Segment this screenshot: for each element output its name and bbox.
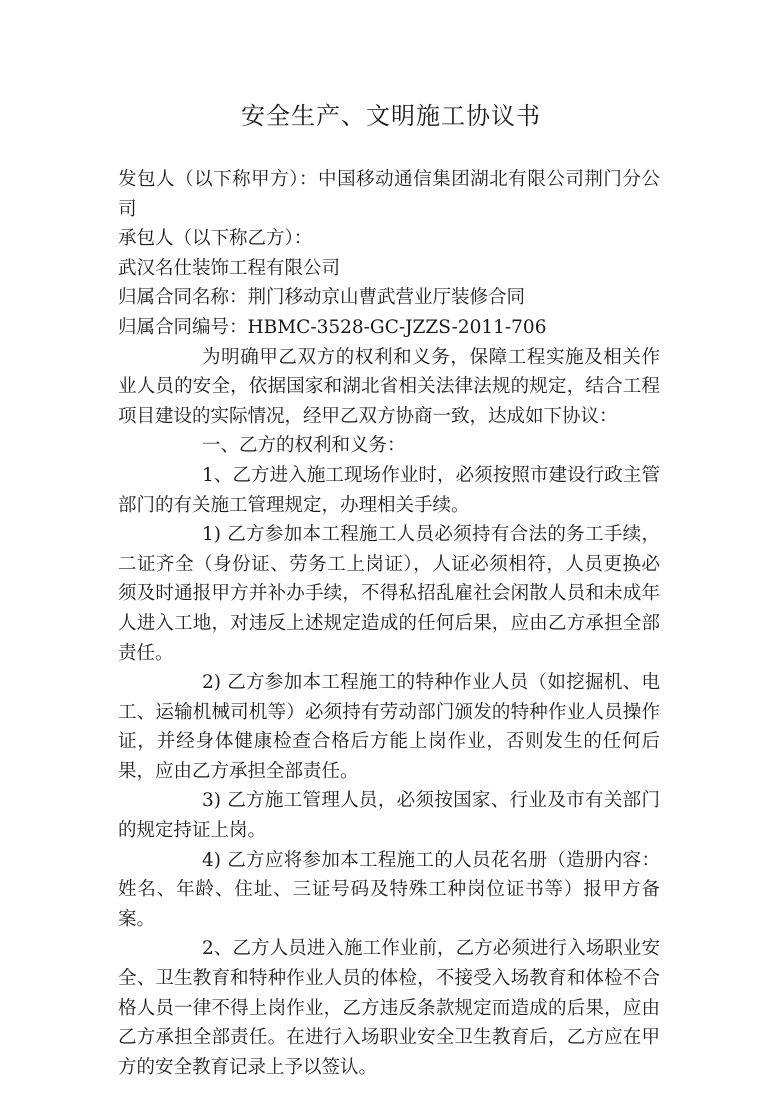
party-b-label: 承包人（以下称乙方）： <box>118 228 313 250</box>
clause-paragraph: 1) 乙方参加本工程施工人员必须持有合法的务工手续，二证齐全（身份证、劳务工上岗证），人证必须相符，人员更换必须及时通报甲方并补办手续，不得私招乱雇社会闲散人员和未成年人进入工地，对违反上述规定造成的任何后果，应由乙方承担全部责任。 <box>118 524 660 664</box>
clause-paragraph: 4) 乙方应将参加本工程施工的人员花名册（造册内容：姓名、年龄、住址、三证号码及特殊工种岗位证书等）报甲方备案。 <box>118 849 660 930</box>
document-title: 安全生产、文明施工协议书 <box>241 102 541 130</box>
contract-number-line: 归属合同编号：HBMC-3528-GC-JZZS-2011-706 <box>118 316 547 338</box>
document-body <box>118 165 660 1082</box>
clause-paragraph: 2、乙方人员进入施工作业前，乙方必须进行入场职业安全、卫生教育和特种作业人员的体检，不接受入场教育和体检不合格人员一律不得上岗作业，乙方违反条款规定而造成的后果，应由乙方承担全部责任。在进行入场职业安全卫生教育后，乙方应在甲方的安全教育记录上予以签认。 <box>118 938 660 1078</box>
preamble-paragraph: 为明确甲乙双方的权利和义务，保障工程实施及相关作业人员的安全，依据国家和湖北省相关法律法规的规定，结合工程项目建设的实际情况，经甲乙双方协商一致，达成如下协议： <box>118 346 660 427</box>
party-b-name: 武汉名仕装饰工程有限公司 <box>118 257 341 279</box>
clause-paragraph: 2) 乙方参加本工程施工的特种作业人员（如挖掘机、电工、运输机械司机等）必须持有劳动部门颁发的特种作业人员操作证，并经身体健康检查合格后方能上岗作业，否则发生的任何后果，应由乙方承担全部责任。 <box>118 672 660 782</box>
clause-paragraph: 1、乙方进入施工现场作业时，必须按照市建设行政主管部门的有关施工管理规定，办理相关手续。 <box>118 464 660 516</box>
party-a-line: 发包人（以下称甲方）：中国移动通信集团湖北有限公司荆门分公司 <box>118 169 660 220</box>
clause-paragraph: 3) 乙方施工管理人员，必须按国家、行业及市有关部门的规定持证上岗。 <box>118 790 660 842</box>
section-heading: 一、乙方的权利和义务： <box>202 435 406 457</box>
contract-name-line: 归属合同名称：荆门移动京山曹武营业厅装修合同 <box>118 287 526 309</box>
